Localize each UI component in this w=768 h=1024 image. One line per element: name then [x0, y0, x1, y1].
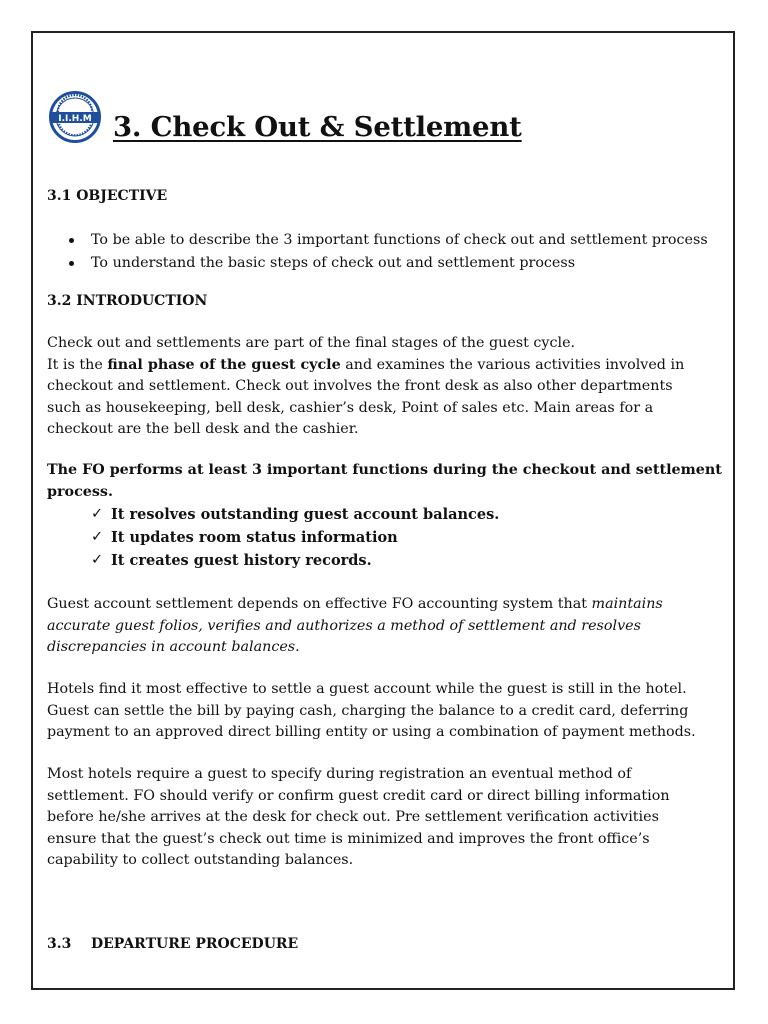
intro-paragraph: Check out and settlements are part of the final stages of the guest cycle. It is the final phase of the guest cycle and examines the various activities involved in checkout and settlement. Check out involves the front desk as also other departments such as housekeeping, bell desk, cashier’s desk, Point of sales etc. Main areas for a checkout are the bell desk and the cashier.	[47, 335, 685, 437]
bullet-icon	[69, 238, 74, 243]
list-item: ✓ It updates room status information	[47, 526, 499, 549]
check-icon: ✓	[91, 529, 104, 545]
functions-list	[47, 503, 499, 572]
check-icon: ✓	[91, 506, 104, 522]
iihm-logo-icon	[49, 91, 101, 143]
objective-list	[47, 229, 708, 275]
emphasis-text: final phase of the guest cycle	[107, 356, 341, 373]
page-title: 3. Check Out & Settlement	[113, 111, 522, 143]
functions-intro: The FO performs at least 3 important functions during the checkout and settlement process.	[47, 462, 722, 500]
objective-heading: 3.1 OBJECTIVE	[47, 188, 168, 204]
logo-text: I.I.H.M	[58, 114, 92, 124]
list-item: ✓ It creates guest history records.	[47, 549, 499, 572]
document-page	[31, 31, 735, 990]
bullet-icon	[69, 261, 74, 266]
hotels-paragraph: Hotels find it most effective to settle a guest account while the guest is still in the hotel. Guest can settle the bill by paying cash, charging the balance to a credit card, deferring payment to an approved direct billing entity or using a combination of payment methods.	[47, 681, 696, 740]
introduction-heading: 3.2 INTRODUCTION	[47, 293, 208, 309]
departure-heading: 3.3 DEPARTURE PROCEDURE	[47, 936, 299, 952]
registration-paragraph: Most hotels require a guest to specify during registration an eventual method of settlement. FO should verify or confirm guest credit card or direct billing information before he/she arrives at the desk for check out. Pre settlement verification activities ensure that the guest’s check out time is minimized and improves the front office’s capability to collect outstanding balances.	[47, 766, 670, 868]
check-icon: ✓	[91, 552, 104, 568]
settlement-paragraph: Guest account settlement depends on effective FO accounting system that maintains accurate guest folios, verifies and authorizes a method of settlement and resolves discrepancies in account balances.	[47, 596, 663, 655]
list-item: To understand the basic steps of check out and settlement process	[47, 252, 708, 275]
list-item: ✓ It resolves outstanding guest account balances.	[47, 503, 499, 526]
list-item: To be able to describe the 3 important functions of check out and settlement process	[47, 229, 708, 252]
